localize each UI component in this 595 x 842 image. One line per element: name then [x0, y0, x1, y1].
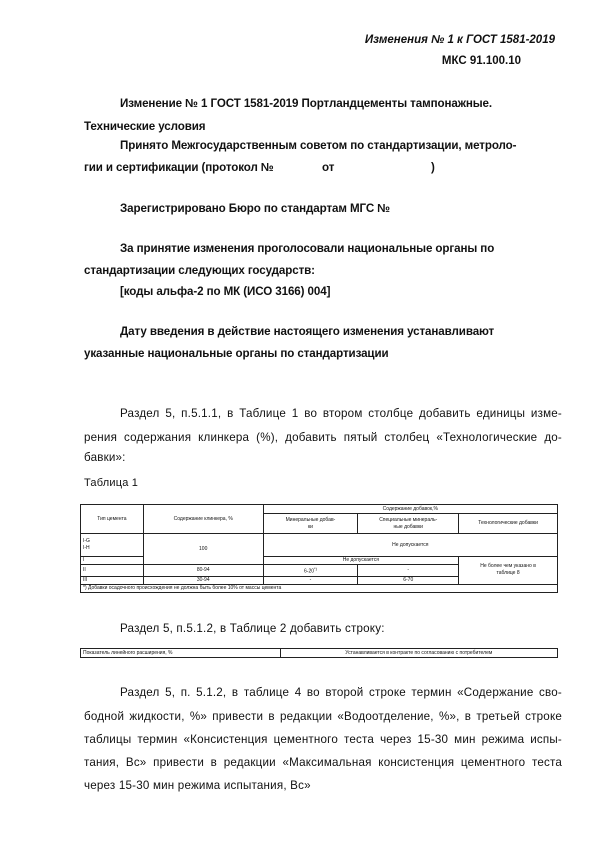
table1-row-i-type: I	[81, 557, 144, 565]
table2-value: Устанавливается в контракте по согласованию с потребителем	[280, 649, 557, 658]
table2-param: Показатель линейного расширения, %	[81, 649, 281, 658]
table1-row-gh-clinker: 100	[143, 534, 263, 565]
voted-text-cont: стандартизации следующих государств:	[84, 264, 315, 277]
section3-line4: тания, Вс» привести в редакции «Максимальная консистенция цементного теста	[84, 756, 562, 769]
table1-footnote: *) Добавки осадочного происхождения не должна быть более 10% от массы цемента	[81, 584, 558, 592]
accepted-from: от	[322, 161, 335, 174]
table1-row-iii-clinker: 30-94	[143, 576, 263, 584]
accepted-text: Принято Межгосударственным советом по стандартизации, метроло-	[120, 139, 517, 152]
table1-header-special: Специальные минераль- ные добавки	[358, 514, 459, 534]
section3-line2: бодной жидкости, %» привести в редакции «Водоотделение, %», в третьей строке	[84, 710, 562, 723]
table1-caption: Таблица 1	[84, 477, 139, 489]
section1-line2: рения содержания клинкера (%), добавить пятый столбец «Технологические до-	[84, 431, 562, 444]
table2	[80, 648, 558, 658]
table1-row-ii-clinker: 80-94	[143, 565, 263, 577]
registered-text: Зарегистрировано Бюро по стандартам МГС №	[120, 202, 391, 215]
accepted-text-cont: гии и сертификации (протокол №	[84, 161, 274, 174]
amendment-title: Изменение № 1 ГОСТ 1581-2019 Портландцементы тампонажные.	[120, 97, 493, 110]
amendment-title-cont: Технические условия	[84, 120, 206, 133]
table1-row-iii-mineral: -	[263, 576, 358, 584]
table1-header-type: Тип цемента	[81, 505, 144, 534]
document-reference: Изменения № 1 к ГОСТ 1581-2019	[364, 34, 555, 46]
section2-text: Раздел 5, п.5.1.2, в Таблице 2 добавить строку:	[120, 622, 385, 635]
section3-line1: Раздел 5, п. 5.1.2, в таблице 4 во второй строке термин «Содержание сво-	[120, 686, 562, 699]
mks-code: МКС 91.100.10	[441, 55, 521, 67]
section3-line3: таблицы термин «Консистенция цементного теста через 15-30 мин режима испы-	[84, 733, 562, 746]
table1-header-clinker: Содержание клинкера, %	[143, 505, 263, 534]
date-text-cont: указанные национальные органы по стандартизации	[84, 347, 389, 360]
section1-line1: Раздел 5, п.5.1.1, в Таблице 1 во втором столбце добавить единицы изме-	[120, 407, 562, 420]
table1	[80, 504, 558, 593]
section1-line3: бавки»:	[84, 451, 126, 464]
voted-text: За принятие изменения проголосовали национальные органы по	[120, 242, 495, 255]
table1-header-mineral: Минеральные добав- ки	[263, 514, 358, 534]
table1-tech-value: Не более чем указано в таблице 8	[459, 557, 558, 585]
table1-header-additives: Содержание добавок,%	[263, 505, 557, 514]
table1-header-tech: Технологические добавки	[459, 514, 558, 534]
accepted-close: )	[431, 161, 435, 174]
table1-row-iii-type: III	[81, 576, 144, 584]
table1-row-ii-type: II	[81, 565, 144, 577]
table1-row-i-additives: Не допускается	[263, 557, 459, 565]
table1-row-ii-special: -	[358, 565, 459, 577]
section3-line5: через 15-30 мин режима испытания, Вс»	[84, 779, 311, 792]
date-text: Дату введения в действие настоящего изменения устанавливают	[120, 325, 495, 338]
voted-codes: [коды альфа-2 по МК (ИСО 3166) 004]	[120, 285, 331, 298]
table1-row-gh-additives: Не допускается	[263, 534, 557, 557]
table1-row-iii-special: 6-70	[358, 576, 459, 584]
table1-row-gh-type: I-G I-H	[81, 534, 144, 557]
table1-row-ii-mineral: 6-20*)	[263, 565, 358, 577]
